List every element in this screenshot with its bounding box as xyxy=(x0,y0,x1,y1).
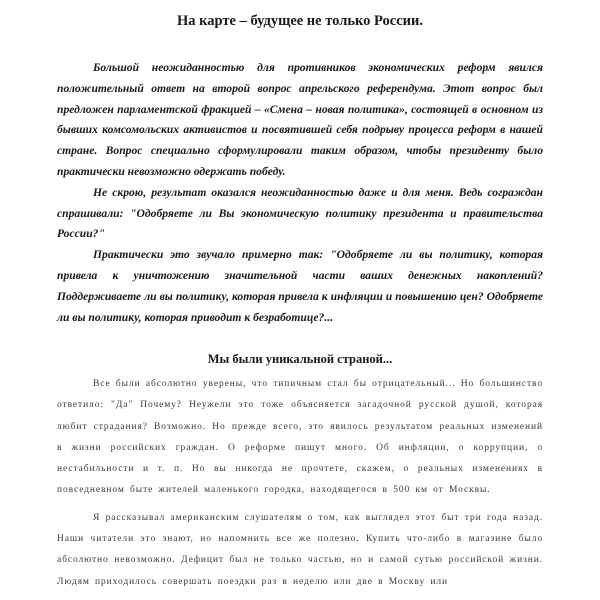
intro-paragraph: Большой неожиданностью для противников экономических реформ явился положительный ответ на второй вопрос апрельского референдума. Этот вопрос был предложен парламентской фракцией – «Смена – новая политика», состоящей в основном из бывших комсомольских активистов и посвятившей себя подрыву процесса реформ в нашей стране. Вопрос специально сформулировали таким образом, чтобы президенту было практически невозможно одержать победу. xyxy=(57,61,543,178)
intro-paragraph: Практически это звучало примерно так: "Одобряете ли вы политику, которая привела к уничтожению значительной части ваших денежных накоплений? Поддерживаете ли вы политику, которая привела к инфляции и повышению цен? Одобряете ли вы политику, которая приводит к безработице?... xyxy=(57,248,543,324)
intro-paragraph: Не скрою, результат оказался неожиданностью даже и для меня. Ведь сограждан спрашивали: "Одобряете ли Вы экономическую политику президента и правительства России?" xyxy=(57,185,543,241)
intro-block xyxy=(57,58,543,328)
body-block xyxy=(57,374,543,599)
body-paragraph: Я рассказывал американским слушателям о том, как выглядел этот быт три года назад. Наши читатели это знают, но напомнить все же полезно. Купить что-либо в магазине было абсолютно невозможно. Дефицит был не только частью, но и самой сутью российской жизни. Людям приходилось совершать поездки раз в неделю или две в Москву или xyxy=(57,512,543,587)
section-heading: Мы были уникальной страной... xyxy=(207,352,393,366)
document-title: На карте – будущее не только России. xyxy=(176,13,424,29)
body-paragraph: Все были абсолютно уверены, что типичным стал бы отрицательный... Но большинство ответило: "Да" Почему? Неужели это тоже объясняется загадочной русской душой, которая любит страдания? Возможно. Но прежде всего, это явилось результатом реальных изменений в жизни российских граждан. О реформе пишут много. Об инфляции, о коррупции, о нестабильности и т. п. Но вы никогда не прочтете, скажем, о реальных изменениях в повседневном быте жителей маленького городка, находящегося в 500 км от Москвы. xyxy=(57,379,543,496)
